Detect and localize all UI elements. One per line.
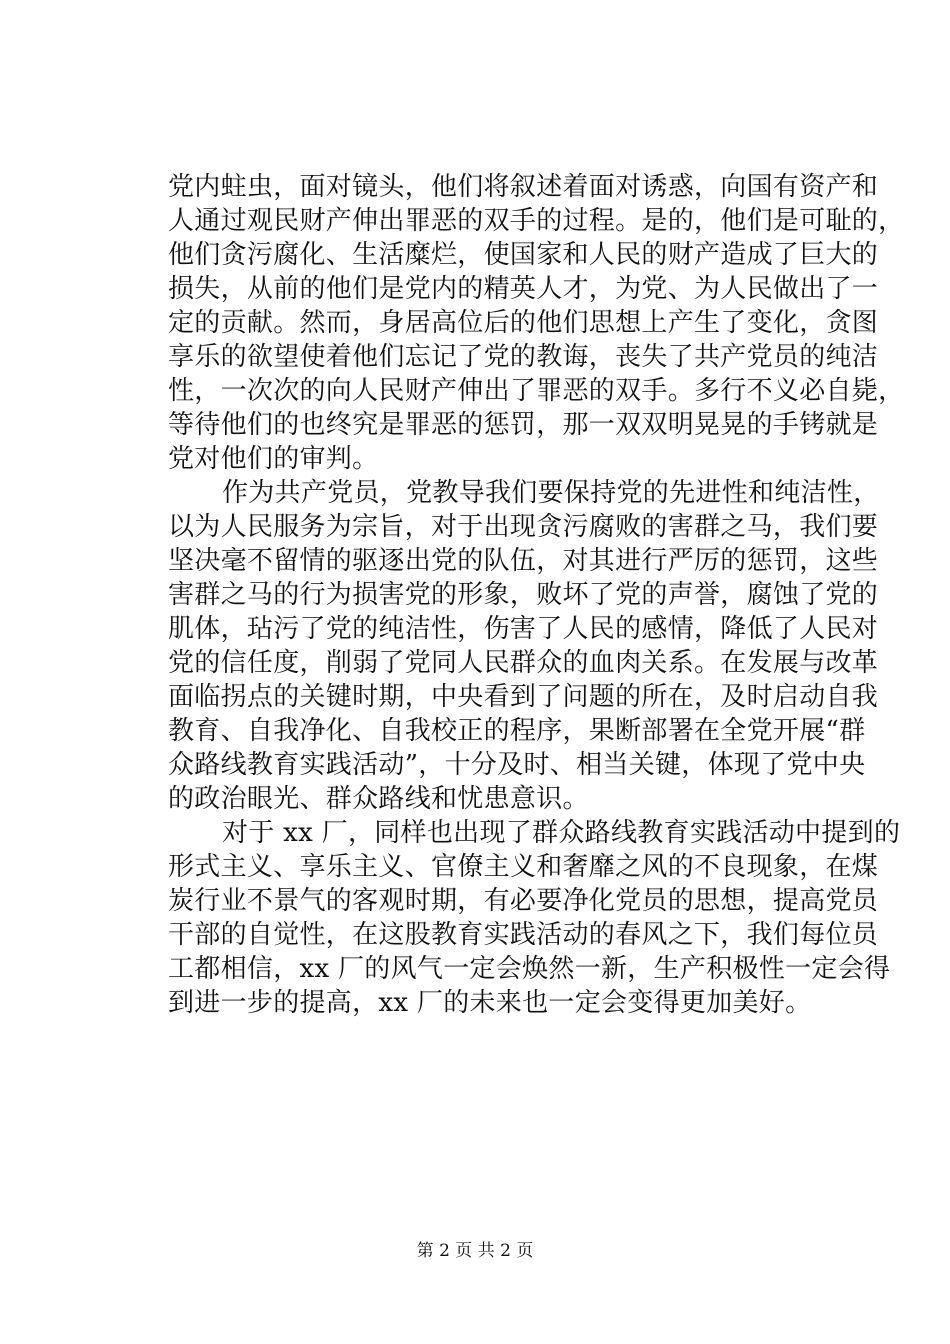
page-footer: 第 2 页 共 2 页 xyxy=(416,1241,534,1261)
paragraph-first-line: 作为共产党员，党教导我们要保持党的先进性和纯洁性， xyxy=(222,478,880,508)
text-line: 党内蛀虫，面对镜头，他们将叙述着面对诱惑，向国有资产和 xyxy=(168,172,879,202)
text-line: 到进一步的提高，xx 厂的未来也一定会变得更加美好。 xyxy=(168,988,812,1018)
text-line: 等待他们的也终究是罪恶的惩罚，那一双双明晃晃的手铐就是 xyxy=(168,410,879,440)
text-line: 党的信任度，削弱了党同人民群众的血肉关系。在发展与改革 xyxy=(168,648,879,678)
text-line: 形式主义、享乐主义、官僚主义和奢靡之风的不良现象，在煤 xyxy=(168,852,879,882)
text-line: 炭行业不景气的客观时期，有必要净化党员的思想，提高党员 xyxy=(168,886,879,916)
text-line: 干部的自觉性，在这股教育实践活动的春风之下，我们每位员 xyxy=(168,920,879,950)
text-line: 他们贪污腐化、生活糜烂，使国家和人民的财产造成了巨大的 xyxy=(168,240,879,270)
text-line: 的政治眼光、群众路线和忧患意识。 xyxy=(168,784,589,814)
text-line: 工都相信，xx 厂的风气一定会焕然一新，生产积极性一定会得 xyxy=(168,954,891,984)
text-line: 人通过观民财产伸出罪恶的双手的过程。是的，他们是可耻的， xyxy=(168,206,905,236)
text-line: 教育、自我净化、自我校正的程序，果断部署在全党开展“群 xyxy=(168,716,866,746)
text-line: 众路线教育实践活动”，十分及时、相当关键，体现了党中央 xyxy=(168,750,866,780)
paragraph-first-line: 对于 xx 厂，同样也出现了群众路线教育实践活动中提到的 xyxy=(222,818,901,848)
text-line: 定的贡献。然而，身居高位后的他们思想上产生了变化，贪图 xyxy=(168,308,879,338)
text-line: 面临拐点的关键时期，中央看到了问题的所在，及时启动自我 xyxy=(168,682,879,712)
text-line: 坚决毫不留情的驱逐出党的队伍，对其进行严厉的惩罚，这些 xyxy=(168,546,879,576)
text-line: 党对他们的审判。 xyxy=(168,444,379,474)
text-line: 肌体，玷污了党的纯洁性，伤害了人民的感情，降低了人民对 xyxy=(168,614,879,644)
text-line: 损失，从前的他们是党内的精英人才，为党、为人民做出了一 xyxy=(168,274,879,304)
text-line: 害群之马的行为损害党的形象，败坏了党的声誉，腐蚀了党的 xyxy=(168,580,879,610)
text-line: 以为人民服务为宗旨，对于出现贪污腐败的害群之马，我们要 xyxy=(168,512,879,542)
text-line: 性，一次次的向人民财产伸出了罪恶的双手。多行不义必自毙， xyxy=(168,376,905,406)
text-line: 享乐的欲望使着他们忘记了党的教诲，丧失了共产党员的纯洁 xyxy=(168,342,879,372)
